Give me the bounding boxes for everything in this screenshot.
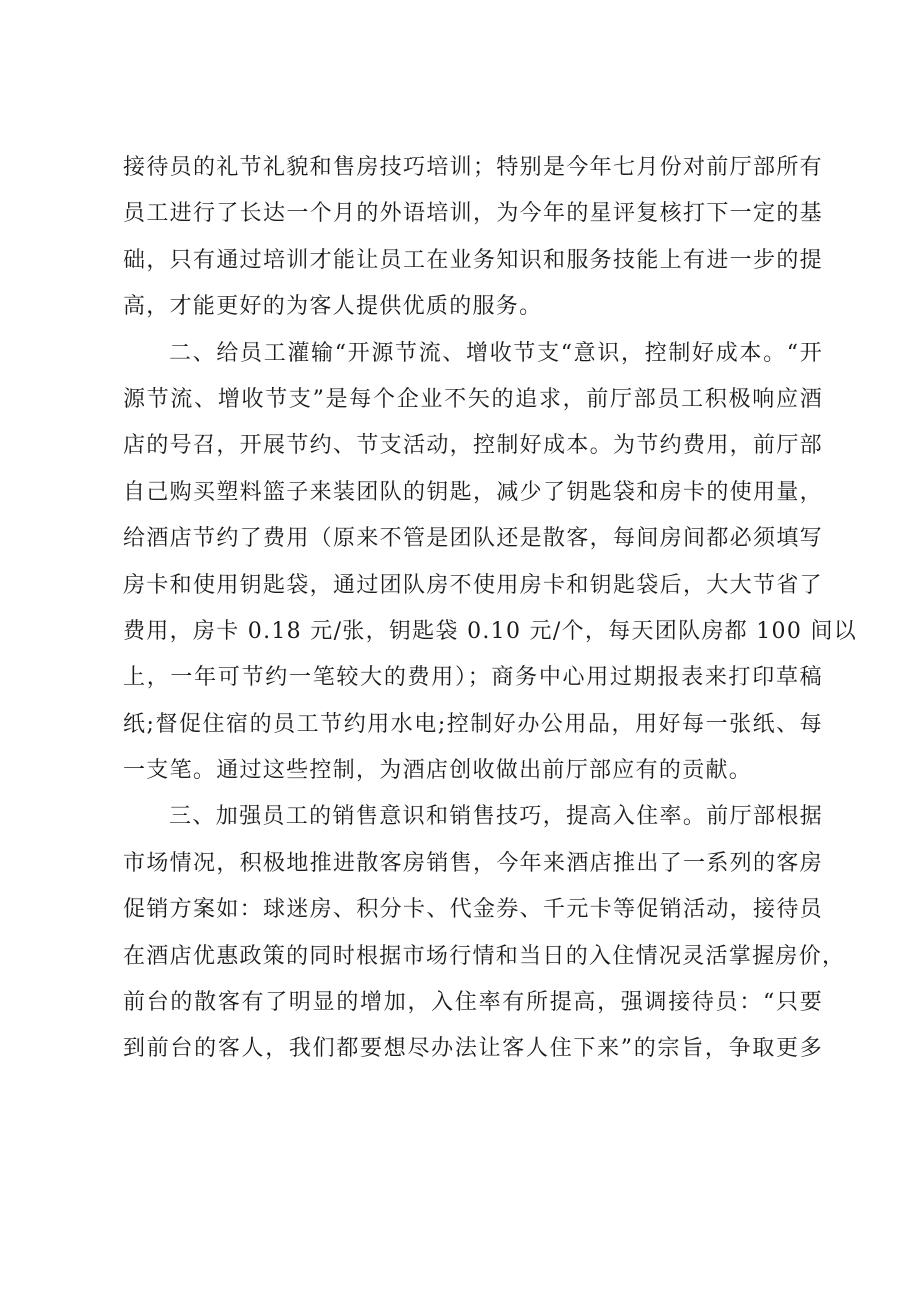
text-line: 纸;督促住宿的员工节约用水电;控制好办公用品，用好每一张纸、每 <box>123 711 823 737</box>
text-line: 给酒店节约了费用（原来不管是团队还是散客，每间房间都必须填写 <box>123 526 823 552</box>
text-line: 在酒店优惠政策的同时根据市场行情和当日的入住情况灵活掌握房价， <box>123 943 846 969</box>
text-line: 到前台的客人，我们都要想尽办法让客人住下来”的宗旨，争取更多 <box>123 1036 823 1062</box>
paragraph-heading-line: 三、加强员工的销售意识和销售技巧，提高入住率。前厅部根据 <box>169 804 823 830</box>
text-line: 房卡和使用钥匙袋，通过团队房不使用房卡和钥匙袋后，大大节省了 <box>123 572 823 598</box>
text-line: 源节流、增收节支”是每个企业不矢的追求，前厅部员工积极响应酒 <box>123 386 823 412</box>
text-line: 费用，房卡 0.18 元/张，钥匙袋 0.10 元/个，每天团队房都 100 间以 <box>123 618 858 644</box>
body-text <box>123 145 858 1073</box>
text-line: 高，才能更好的为客人提供优质的服务。 <box>123 294 543 320</box>
text-line: 前台的散客有了明显的增加，入住率有所提高，强调接待员：“只要 <box>123 990 823 1016</box>
text-line: 店的号召，开展节约、节支活动，控制好成本。为节约费用，前厅部 <box>123 433 823 459</box>
paragraph-heading-line: 二、给员工灌输“开源节流、增收节支“意识，控制好成本。“开 <box>169 340 823 366</box>
text-line: 接待员的礼节礼貌和售房技巧培训；特别是今年七月份对前厅部所有 <box>123 155 823 180</box>
text-line: 础，只有通过培训才能让员工在业务知识和服务技能上有进一步的提 <box>123 247 823 273</box>
text-line: 自己购买塑料篮子来装团队的钥匙，减少了钥匙袋和房卡的使用量， <box>123 479 823 505</box>
text-line: 员工进行了长达一个月的外语培训，为今年的星评复核打下一定的基 <box>123 201 823 227</box>
text-line: 促销方案如：球迷房、积分卡、代金券、千元卡等促销活动，接待员 <box>123 897 823 923</box>
text-line: 一支笔。通过这些控制，为酒店创收做出前厅部应有的贡献。 <box>123 758 753 784</box>
text-line: 上，一年可节约一笔较大的费用）；商务中心用过期报表来打印草稿 <box>123 665 823 691</box>
text-line: 市场情况，积极地推进散客房销售，今年来酒店推出了一系列的客房 <box>123 850 823 876</box>
